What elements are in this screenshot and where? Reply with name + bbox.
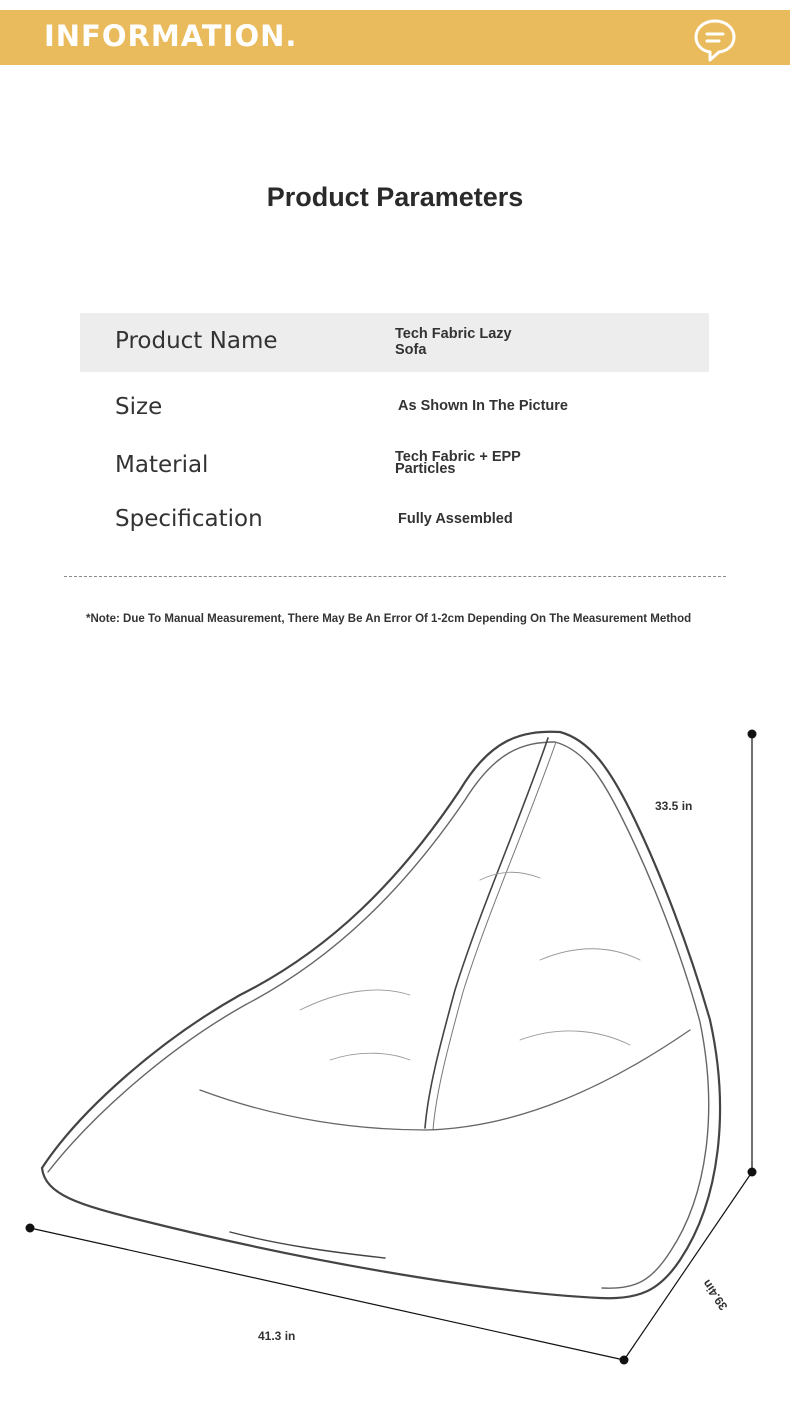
dashed-divider bbox=[64, 576, 726, 577]
param-label: Material bbox=[115, 452, 209, 478]
param-row-size bbox=[80, 380, 709, 435]
param-value: As Shown In The Picture bbox=[398, 398, 568, 414]
param-value: Fully Assembled bbox=[398, 511, 513, 527]
page-title: Product Parameters bbox=[266, 182, 524, 212]
param-row-specification bbox=[80, 495, 709, 550]
information-banner bbox=[0, 10, 790, 65]
measurement-note: *Note: Due To Manual Measurement, There May Be An Error Of 1-2cm Depending On The Measurement Method bbox=[86, 613, 692, 625]
param-row-product-name bbox=[80, 313, 709, 372]
param-label: Size bbox=[115, 394, 163, 420]
param-value: Tech Fabric + EPP Particles bbox=[395, 449, 521, 477]
param-label: Product Name bbox=[115, 328, 278, 354]
depth-dimension-label: 39.4in bbox=[699, 1277, 731, 1313]
chat-bubble-icon[interactable] bbox=[692, 16, 738, 62]
banner-title: INFORMATION. bbox=[44, 19, 298, 53]
param-row-material bbox=[80, 440, 709, 495]
width-dimension-label: 41.3 in bbox=[258, 1329, 296, 1343]
height-dimension-label: 33.5 in bbox=[655, 799, 693, 813]
param-label: Specification bbox=[115, 506, 263, 532]
param-value: Tech Fabric Lazy Sofa bbox=[395, 326, 512, 358]
